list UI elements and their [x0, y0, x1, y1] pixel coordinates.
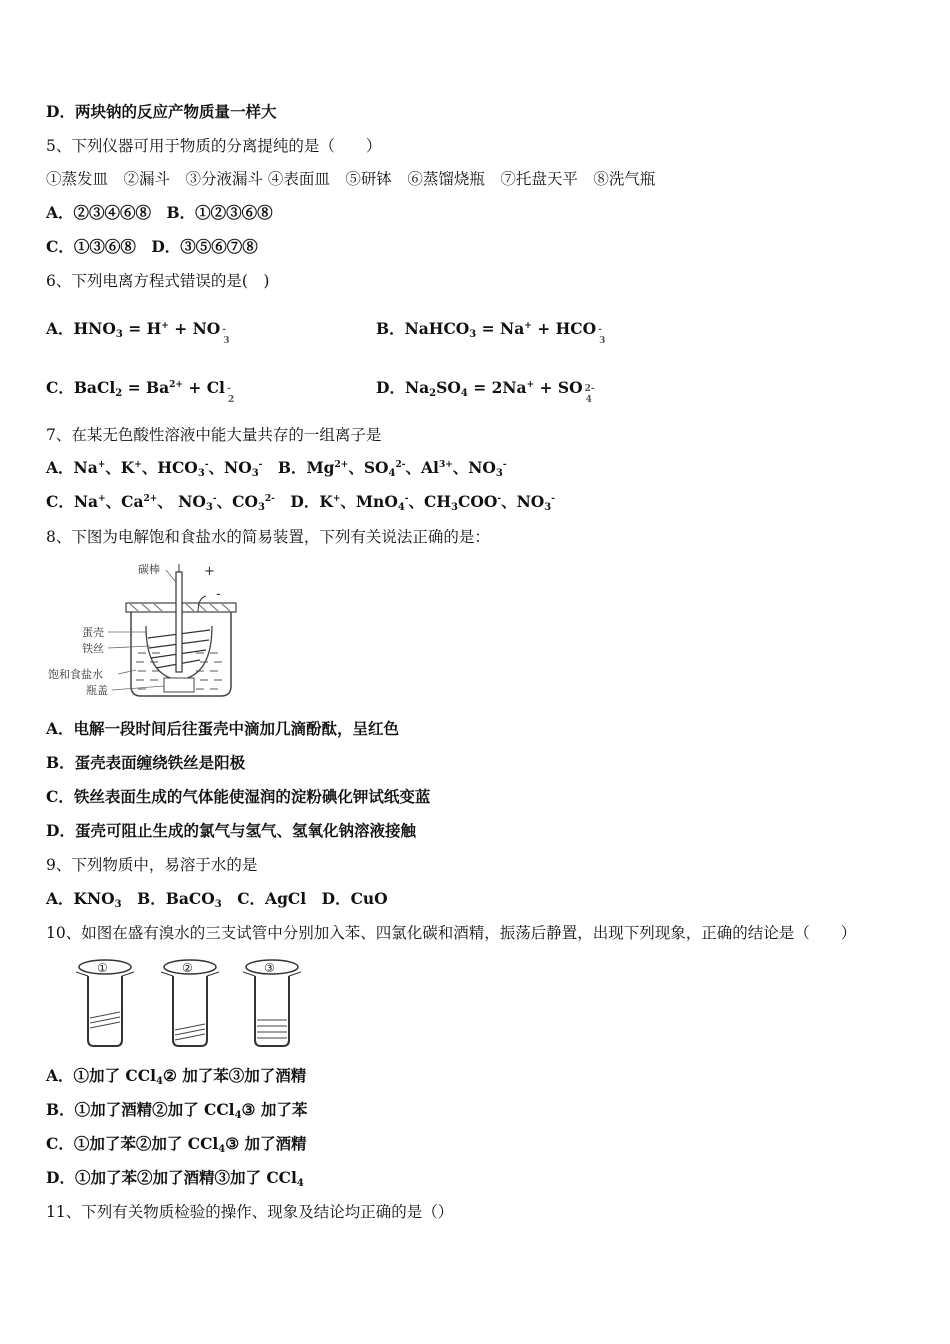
- q5-options-cd: C．①③⑥⑧ D．③⑤⑥⑦⑧: [46, 237, 258, 256]
- q8-option-d: D．蛋壳可阻止生成的氯气与氢气、氢氧化钠溶液接触: [46, 821, 416, 840]
- q6-option-d: D．$Na_2SO_4 = 2Na^+$ + SO 2- 4: [376, 378, 595, 405]
- q9-options: A．$KNO_3$ B．BaCO$_3$ C．AgCl D．CuO: [46, 889, 388, 910]
- label-brine: 饱和食盐水: [48, 668, 103, 681]
- q11-stem: 11、下列有关物质检验的操作、现象及结论均正确的是（）: [46, 1203, 454, 1221]
- q8-option-c: C．铁丝表面生成的气体能使湿润的淀粉碘化钾试纸变蓝: [46, 787, 431, 806]
- test-tube-3: [243, 960, 301, 1046]
- q10-stem: 10、如图在盛有溴水的三支试管中分别加入苯、四氯化碳和酒精，振荡后静置，出现下列现象，正确的结论是（ ）: [46, 924, 857, 942]
- label-iron-wire: 铁丝: [82, 642, 104, 655]
- electrolysis-apparatus-figure: [46, 558, 242, 706]
- test-tubes-figure: [62, 956, 312, 1052]
- q6-stem: 6、下列电离方程式错误的是( ): [46, 272, 270, 290]
- svg-text:③: ③: [264, 961, 275, 975]
- label-plus: +: [204, 564, 215, 579]
- label-minus: -: [216, 587, 221, 602]
- q7-options-ab: A．Na+、K+、$HCO_3^-$、$NO_3^-$ B．$Mg^{2+}$、$SO_4^{2-}$、$Al^{3+}$、$NO_3^-$: [46, 458, 507, 479]
- q9-stem: 9、下列物质中，易溶于水的是: [46, 856, 258, 874]
- q10-option-c: C．①加了苯②加了 CCl$_4$③ 加了酒精: [46, 1134, 307, 1155]
- test-tube-1: [76, 960, 134, 1046]
- q5-options-ab: A．②③④⑥⑧ B．①②③⑥⑧: [46, 203, 273, 222]
- q5-items: ①蒸发皿 ②漏斗 ③分液漏斗 ④表面皿 ⑤研钵 ⑥蒸馏烧瓶 ⑦托盘天平 ⑧洗气瓶: [46, 170, 656, 188]
- q6-option-c: C．BaCl$_2$ = $Ba^{2+} + Cl$ - 2: [46, 378, 235, 405]
- q5-stem: 5、下列仪器可用于物质的分离提纯的是（ ）: [46, 137, 382, 155]
- svg-text:②: ②: [182, 961, 193, 975]
- q7-stem: 7、在某无色酸性溶液中能大量共存的一组离子是: [46, 426, 382, 444]
- q10-option-b: B．①加了酒精②加了 CCl$_4$③ 加了苯: [46, 1100, 308, 1121]
- svg-text:①: ①: [97, 961, 108, 975]
- q6-option-b: B．NaHCO$_3$ = Na+ + HCO - 3: [376, 319, 606, 346]
- q4-option-d: D．两块钠的反应产物质量一样大: [46, 102, 277, 121]
- q8-stem: 8、下图为电解饱和食盐水的简易装置，下列有关说法正确的是：: [46, 528, 490, 546]
- q10-option-d: D．①加了苯②加了酒精③加了 CCl$_4$: [46, 1168, 304, 1189]
- label-eggshell: 蛋壳: [82, 626, 104, 639]
- q8-option-a: A．电解一段时间后往蛋壳中滴加几滴酚酞，呈红色: [46, 719, 400, 738]
- label-carbon-rod: 碳棒: [138, 563, 160, 576]
- q6-option-a: A．$HNO_3 = H^+$ + NO - 3: [46, 319, 230, 346]
- q8-option-b: B．蛋壳表面缠绕铁丝是阳极: [46, 753, 246, 772]
- q7-options-cd: C．Na+、$Ca^{2+}$、 $NO_3^-$、$CO_3^{2-}$ D．K+、MnO$_4$-、$CH_3COO^-$、$NO_3^-$: [46, 492, 555, 513]
- label-bottle-cap: 瓶盖: [86, 684, 108, 697]
- q10-option-a: A．①加了 CCl$_4$② 加了苯③加了酒精: [46, 1066, 307, 1087]
- test-tube-2: [161, 960, 219, 1046]
